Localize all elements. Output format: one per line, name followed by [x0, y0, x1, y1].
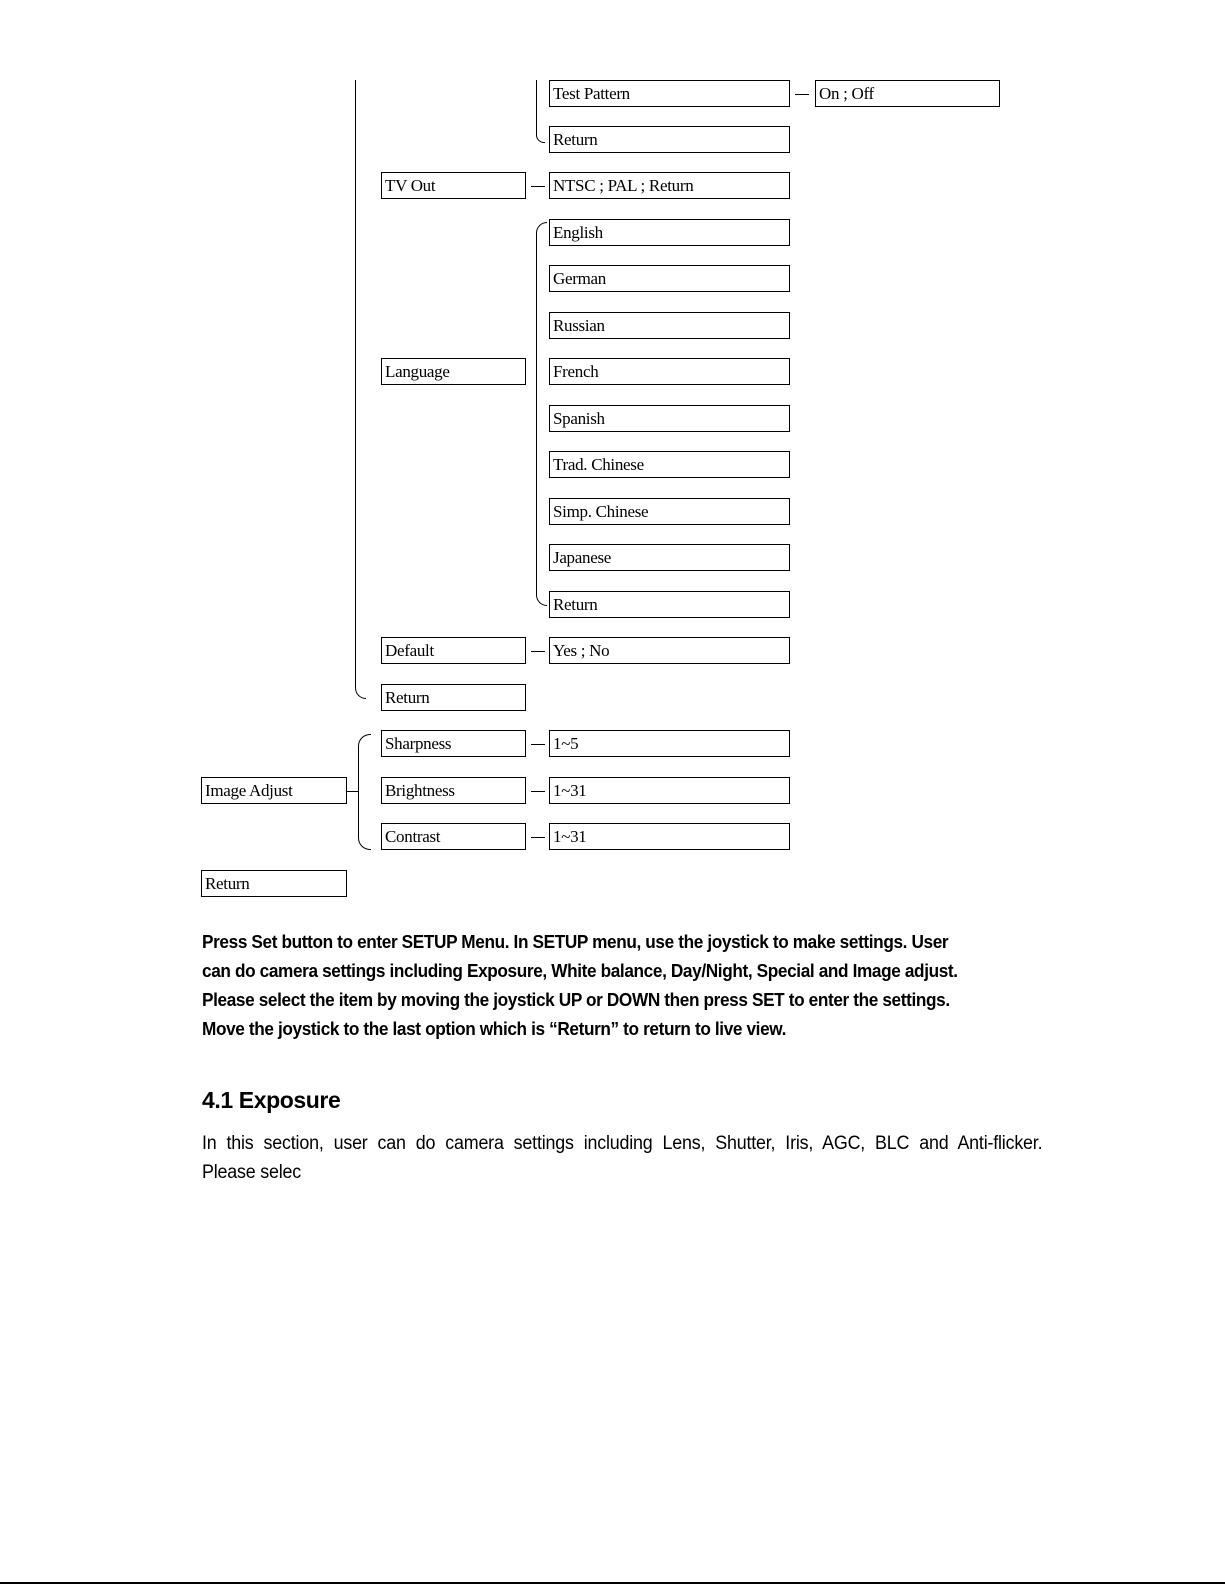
menu-box-language-option: Simp. Chinese	[549, 498, 790, 525]
menu-box-language-option: Russian	[549, 312, 790, 339]
page-bottom-rule	[0, 1582, 1225, 1584]
menu-box-tv-out: TV Out	[381, 172, 526, 199]
tree-bracket-image-adjust	[358, 734, 371, 850]
menu-box-test-pattern-value: On ; Off	[815, 80, 1000, 107]
connector	[347, 791, 358, 792]
menu-box-brightness: Brightness	[381, 777, 526, 804]
menu-box-language-option: Return	[549, 591, 790, 618]
menu-box-language-option: French	[549, 358, 790, 385]
tree-line	[355, 80, 356, 126]
menu-box-language-option: German	[549, 265, 790, 292]
menu-box-return: Return	[549, 126, 790, 153]
tree-line	[536, 80, 545, 143]
section-heading: 4.1 Exposure	[202, 1087, 341, 1113]
menu-box-sharpness: Sharpness	[381, 730, 526, 757]
intro-line: Move the joystick to the last option which is “Return” to return to live view.	[202, 1018, 787, 1039]
menu-box-language-option: Japanese	[549, 544, 790, 571]
menu-box-return: Return	[381, 684, 526, 711]
section-paragraph-line: In this section, user can do camera settings including Lens, Shutter, Iris, AGC, BLC and Anti-flicker.	[202, 1133, 1043, 1154]
tree-line	[355, 126, 366, 699]
connector	[531, 186, 545, 187]
intro-line: Press Set button to enter SETUP Menu. In SETUP menu, use the joystick to make settings. User	[202, 931, 949, 952]
connector	[531, 837, 545, 838]
connector	[531, 791, 545, 792]
connector	[531, 744, 545, 745]
menu-box-tv-out-value: NTSC ; PAL ; Return	[549, 172, 790, 199]
connector	[795, 94, 809, 95]
menu-box-brightness-value: 1~31	[549, 777, 790, 804]
menu-box-language: Language	[381, 358, 526, 385]
menu-box-return: Return	[201, 870, 347, 897]
menu-box-image-adjust: Image Adjust	[201, 777, 347, 804]
menu-box-contrast-value: 1~31	[549, 823, 790, 850]
menu-box-contrast: Contrast	[381, 823, 526, 850]
menu-box-language-option: English	[549, 219, 790, 246]
menu-box-default: Default	[381, 637, 526, 664]
intro-line: Please select the item by moving the joystick UP or DOWN then press SET to enter the settings.	[202, 989, 950, 1010]
connector	[531, 651, 545, 652]
tree-bracket-language	[536, 222, 547, 606]
intro-line: can do camera settings including Exposure, White balance, Day/Night, Special and Image adjust.	[202, 960, 958, 981]
menu-box-language-option: Trad. Chinese	[549, 451, 790, 478]
menu-box-default-value: Yes ; No	[549, 637, 790, 664]
menu-box-sharpness-value: 1~5	[549, 730, 790, 757]
menu-box-test-pattern: Test Pattern	[549, 80, 790, 107]
section-paragraph-line: Please selec	[202, 1162, 302, 1183]
menu-box-language-option: Spanish	[549, 405, 790, 432]
